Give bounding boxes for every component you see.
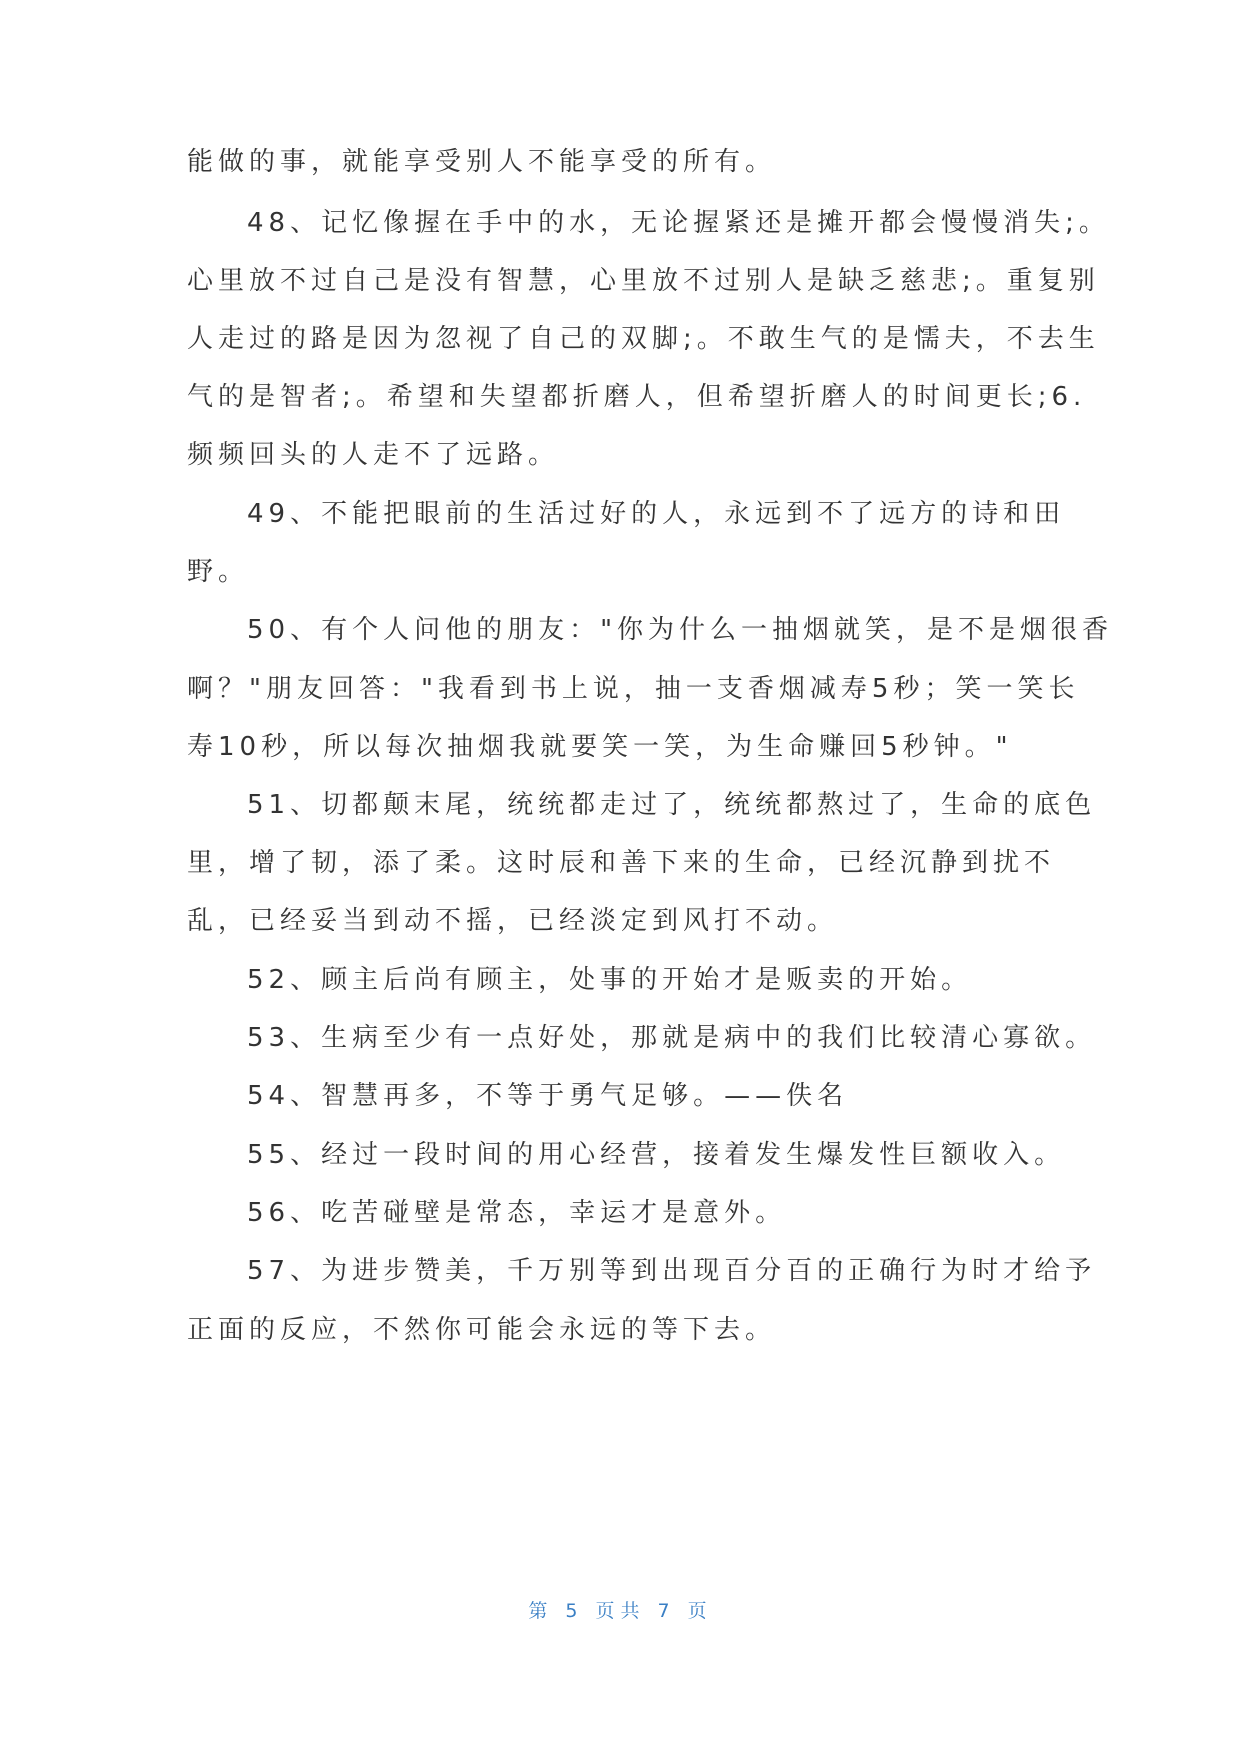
text-line: 57、为进步赞美，千万别等到出现百分百的正确行为时才给予 (247, 1256, 1097, 1286)
text-line: 53、生病至少有一点好处，那就是病中的我们比较清心寡欲。 (247, 1023, 1097, 1053)
text-line: 52、顾主后尚有顾主，处事的开始才是贩卖的开始。 (247, 965, 973, 995)
text-line: 48、记忆像握在手中的水，无论握紧还是摊开都会慢慢消失;。 (247, 208, 1110, 238)
text-line: 人走过的路是因为忽视了自己的双脚;。不敢生气的是懦夫，不去生 (187, 324, 1100, 354)
text-line: 56、吃苦碰壁是常态，幸运才是意外。 (247, 1198, 787, 1228)
text-line: 频频回头的人走不了远路。 (187, 440, 560, 470)
text-line: 正面的反应，不然你可能会永远的等下去。 (187, 1315, 777, 1345)
text-line: 50、有个人问他的朋友："你为什么一抽烟就笑，是不是烟很香 (247, 615, 1114, 645)
text-line: 心里放不过自己是没有智慧，心里放不过别人是缺乏慈悲;。重复别 (187, 266, 1100, 296)
text-line: 54、智慧再多，不等于勇气足够。——佚名 (247, 1081, 849, 1111)
page-number-footer: 第 5 页共 7 页 (528, 1600, 713, 1622)
text-line: 野。 (187, 557, 250, 587)
text-line: 里，增了韧，添了柔。这时辰和善下来的生命，已经沉静到扰不 (187, 848, 1056, 878)
text-line: 55、经过一段时间的用心经营，接着发生爆发性巨额收入。 (247, 1140, 1066, 1170)
text-line: 寿10秒，所以每次抽烟我就要笑一笑，为生命赚回5秒钟。" (187, 732, 1013, 762)
text-line: 乱，已经妥当到动不摇，已经淡定到风打不动。 (187, 906, 839, 936)
text-line: 49、不能把眼前的生活过好的人，永远到不了远方的诗和田 (247, 499, 1066, 529)
text-line: 能做的事，就能享受别人不能享受的所有。 (187, 147, 777, 177)
text-line: 51、切都颠末尾，统统都走过了，统统都熬过了，生命的底色 (247, 790, 1097, 820)
text-line: 气的是智者;。希望和失望都折磨人，但希望折磨人的时间更长;6. (187, 382, 1087, 412)
text-line: 啊？"朋友回答："我看到书上说，抽一支香烟减寿5秒；笑一笑长 (187, 674, 1080, 704)
